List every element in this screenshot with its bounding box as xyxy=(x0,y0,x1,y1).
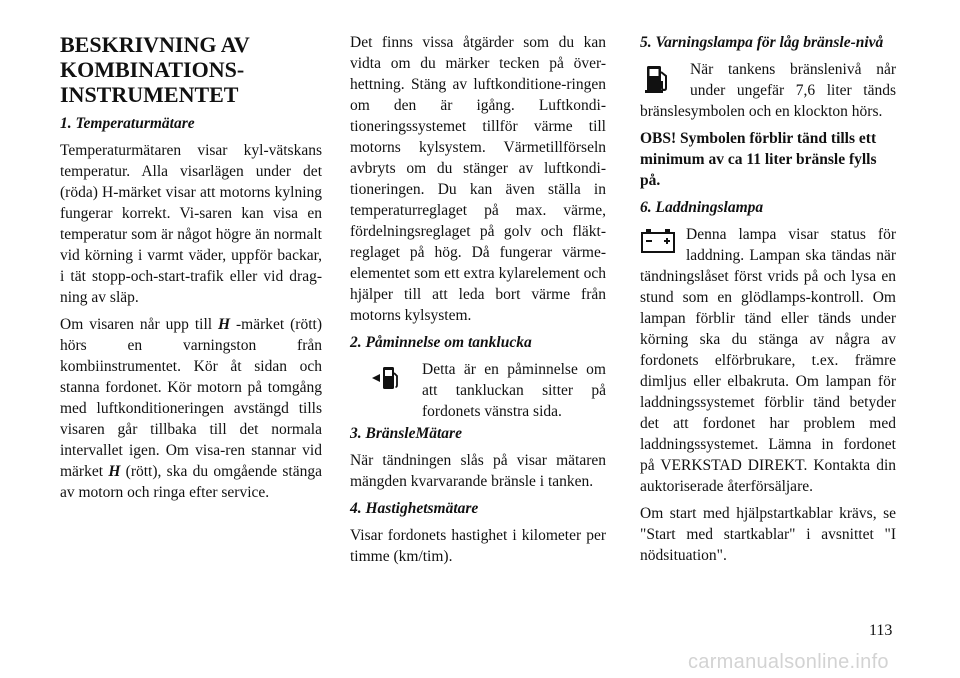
jump-start-paragraph: Om start med hjälpstartkablar krävs, se "Start med startkablar" i avsnittet "I nödsituation". xyxy=(640,505,896,564)
page-title xyxy=(60,32,322,107)
section-5-heading: 5. Varningslampa för låg bränsle-nivå xyxy=(640,34,884,51)
h-mark: H xyxy=(108,463,121,480)
battery-charging-icon xyxy=(640,228,676,260)
fuel-door-reminder-icon xyxy=(370,363,400,398)
low-fuel-icon xyxy=(644,63,672,101)
section-3-text: När tändningen slås på visar mätaren mängden kvarvarande bränsle i tanken. xyxy=(350,452,606,490)
section-4-text: Visar fordonets hastighet i kilometer per timme (km/tim). xyxy=(350,527,606,565)
column-middle xyxy=(350,32,606,573)
section-1-heading: 1. Temperaturmätare xyxy=(60,115,195,132)
section-6-body xyxy=(640,224,896,497)
obs-note: OBS! Symbolen förblir tänd tills ett minimum av ca 11 liter bränsle fylls på. xyxy=(640,130,877,189)
section-4-heading: 4. Hastighetsmätare xyxy=(350,500,479,517)
section-5-body xyxy=(640,59,896,122)
watermark: carmanualsonline.info xyxy=(688,651,889,673)
section-2-text: Detta är en påminnelse om att tankluckan sitter på fordonets vänstra sida. xyxy=(422,361,606,420)
section-6-text: Denna lampa visar status för laddning. Lampan ska tändas när tändningslåset först vrids på och lysa en stund som en glödlamps-kontroll. Om lampan förblir tänd eller tänds under körning ska du stänga av några av fordonets elförbrukare, t.ex. främre dimljus eller elbakruta. Om lampan för laddningssystemet förblir tänd betyder det att fordonet har problem med laddningssystemet. Lämna in fordonet på VERKSTAD DIREKT. Kontakta din auktoriserade återförsäljare. xyxy=(640,226,896,495)
section-3-heading: 3. BränsleMätare xyxy=(350,425,462,442)
section-1-paragraph-1: Temperaturmätaren visar kyl-vätskans temperatur. Alla visarlägen under det (röda) H-märket visar att motorns kylning fungerar korrekt. Vi-saren kan visa en temperatur som är något högre än normalt vid körning i varmt väder, uppför backar, i tät stopp-och-start-trafik eller vid drag-ning av släp. xyxy=(60,142,322,306)
text-run: (rött), ska du omgående stänga av motorn och ringa efter service. xyxy=(60,463,322,501)
column-left xyxy=(60,32,322,509)
page-number: 113 xyxy=(869,622,893,639)
overheating-paragraph: Det finns vissa åtgärder som du kan vidta om du märker tecken på över-hettning. Stäng av luftkonditione-ringen om den är igång. Luftkondi-tioneringssystemet tillför värme till motorns kylsystem. Värmetillförseln avbryts om du stänger av luftkondi-tioneringen. Du kan även ställa in temperaturreglaget på max. värme, fördelningsreglaget på golv och fläkt-reglaget på hög. Då fungerar värme-elementet som ett extra kylarelement och hjälper till att leda bort värme från motorns kylsystem. xyxy=(350,34,606,324)
section-2-heading: 2. Påminnelse om tanklucka xyxy=(350,334,532,351)
section-2-body xyxy=(350,359,606,423)
text-run: -märket (rött) hörs en varningston från kombiinstrumentet. Kör åt sidan och stanna fordonet. Kör motorn på tomgång med luftkonditioneringen avstängd tills visaren går tillbaka till det normala intervallet igen. Om visa-ren stannar vid märket xyxy=(60,316,322,480)
text-run: Om visaren når upp till xyxy=(60,316,218,333)
title-line-2: KOMBINATIONS- xyxy=(60,57,245,82)
h-mark: H xyxy=(218,316,231,333)
title-line-3: INSTRUMENTET xyxy=(60,82,239,107)
section-6-heading: 6. Laddningslampa xyxy=(640,199,764,216)
section-1-paragraph-2 xyxy=(60,314,322,503)
title-line-1: BESKRIVNING AV xyxy=(60,32,250,57)
section-5-text: När tankens bränslenivå når under ungefär 7,6 liter tänds bränslesymbolen och en klockton hörs. xyxy=(640,61,896,120)
column-right xyxy=(640,32,896,572)
